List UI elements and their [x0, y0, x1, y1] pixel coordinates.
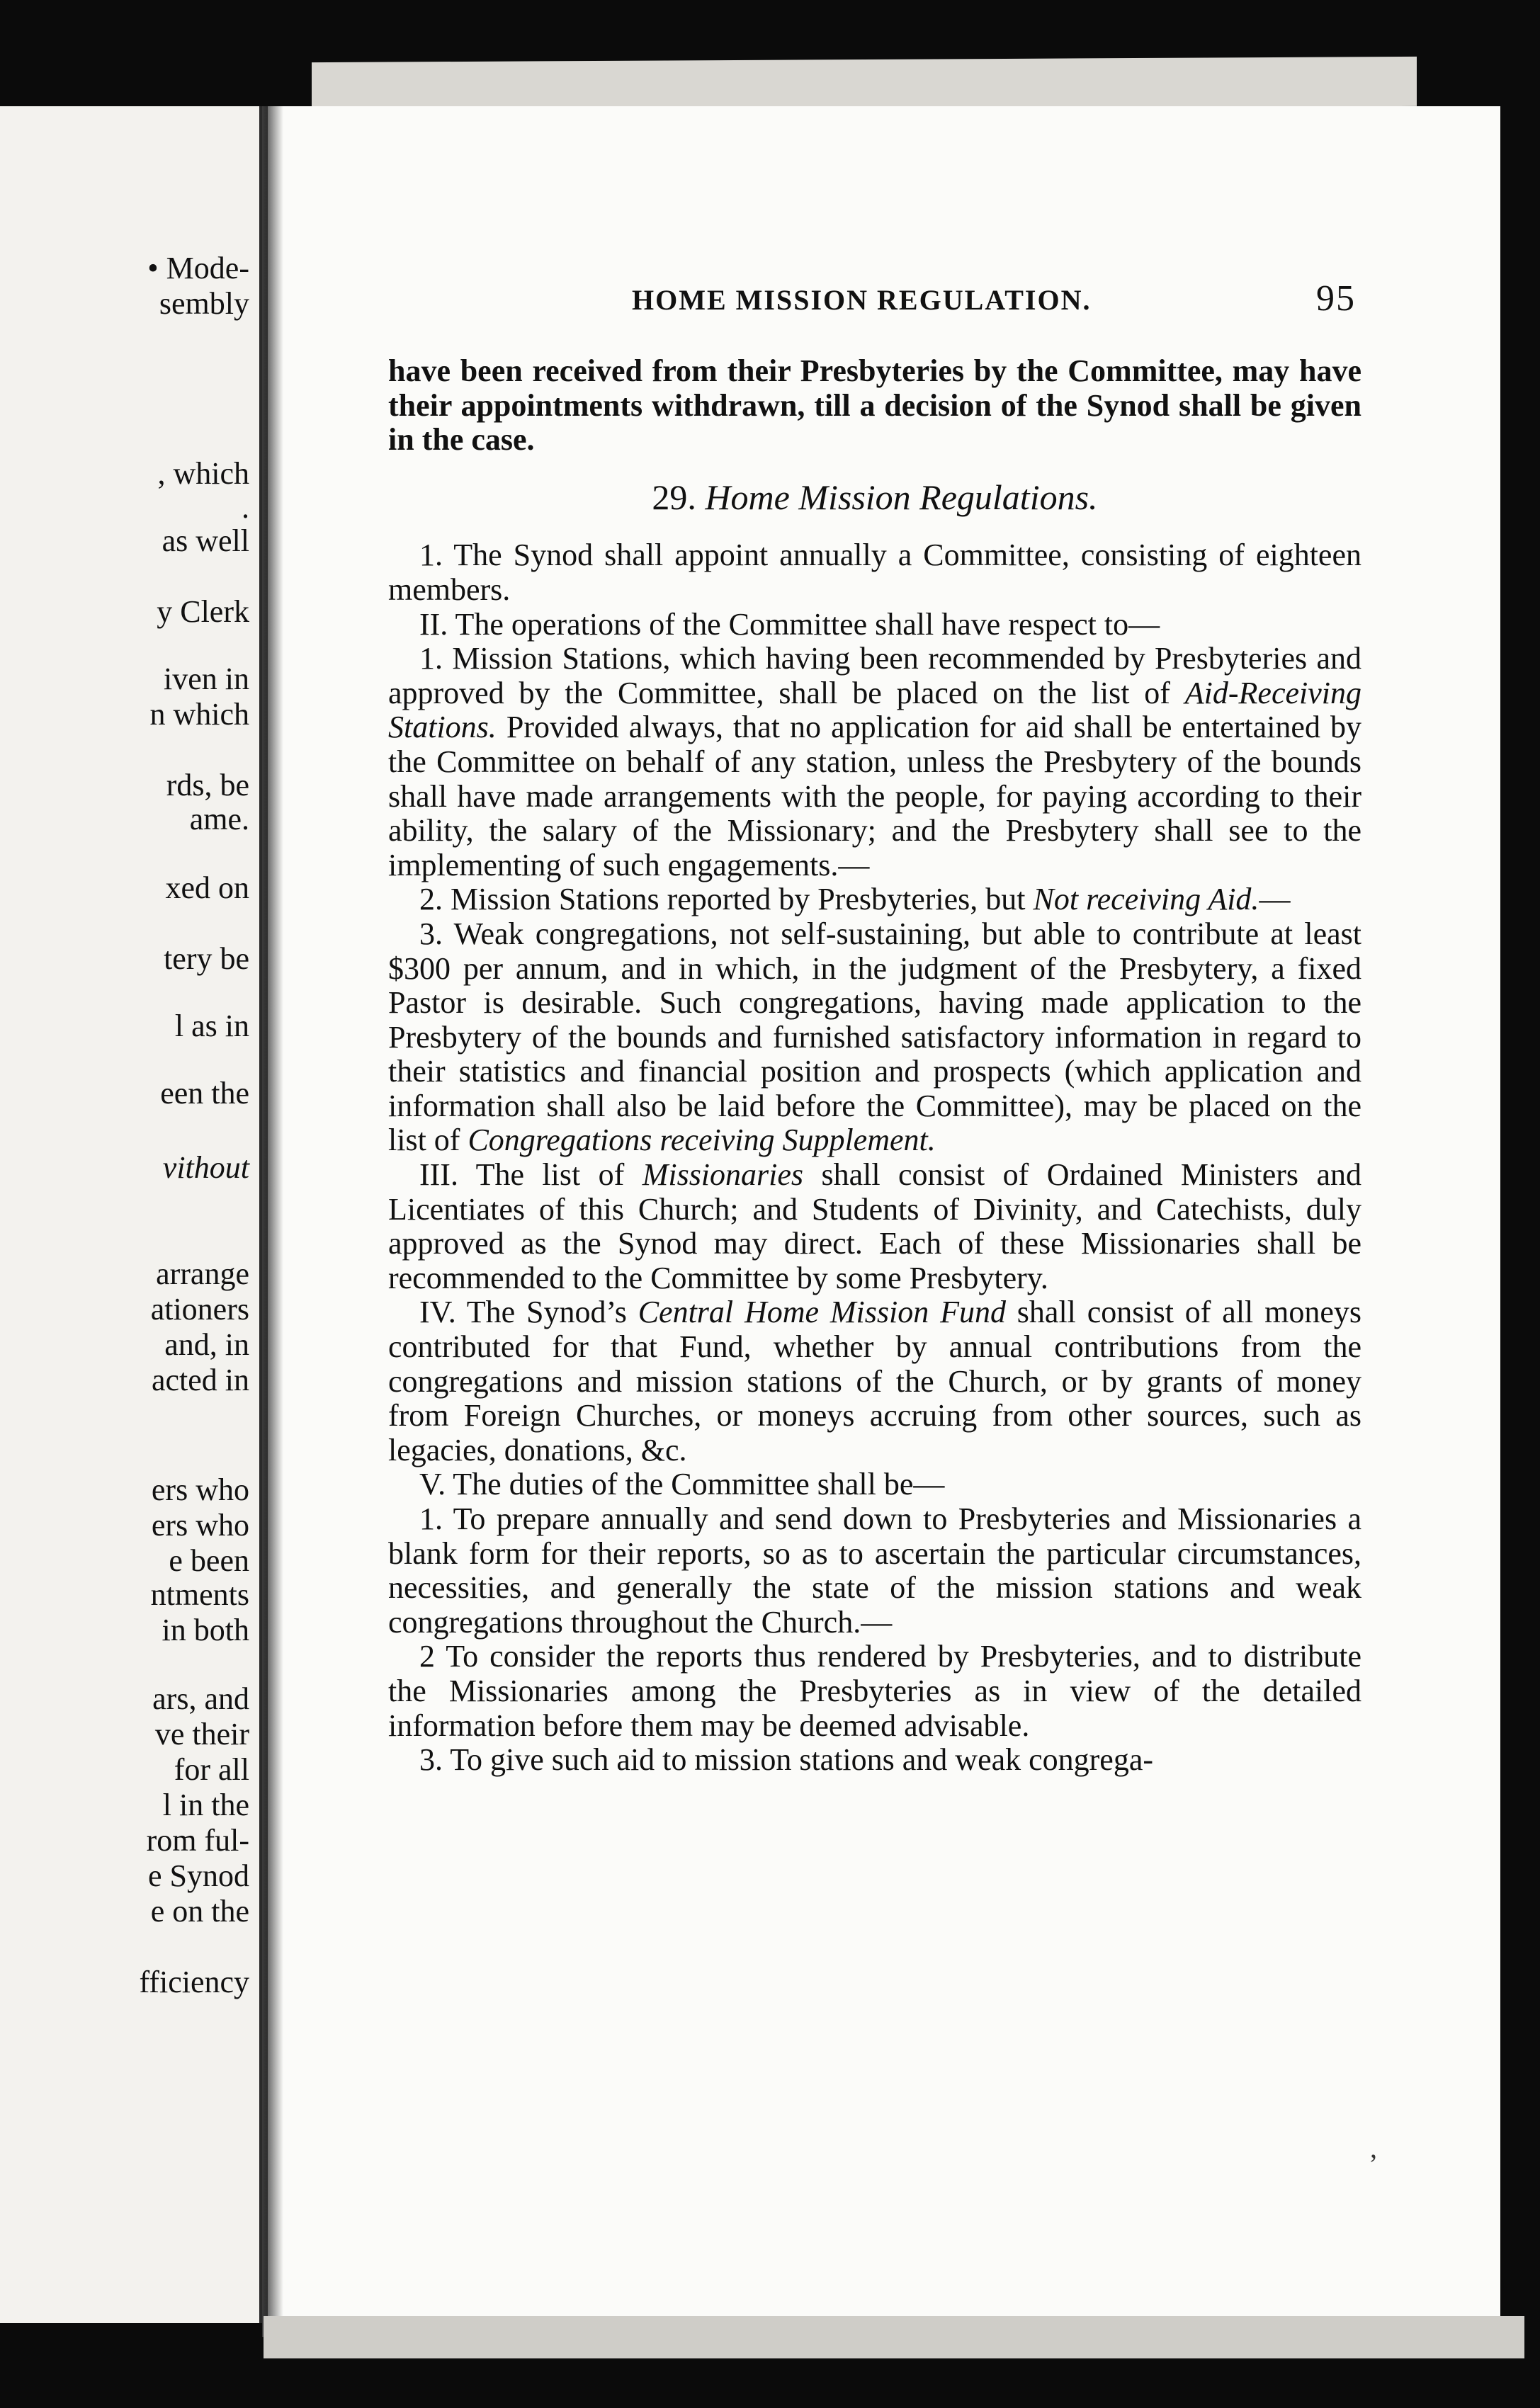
previous-page-text-fragment: iven in	[164, 661, 249, 696]
previous-page-text-fragment: ntments	[150, 1577, 249, 1612]
section-number: 29.	[652, 477, 696, 517]
previous-page-text-fragment: ers who	[151, 1472, 249, 1507]
section-title: Home Mission Regulations.	[705, 477, 1098, 517]
previous-page-text-fragment: ame.	[189, 802, 249, 836]
paragraph-text: III. The list of	[419, 1157, 642, 1193]
previous-page-text-fragment: , which	[157, 456, 249, 491]
page-bottom-edge	[264, 2316, 1524, 2358]
previous-page-text-fragment: • Mode-	[147, 251, 249, 285]
previous-page-text-fragment: sembly	[159, 286, 249, 321]
paragraph-text: —	[1259, 882, 1291, 917]
previous-page-text-fragment: rom ful-	[146, 1823, 249, 1858]
previous-page-text-fragment: ve their	[154, 1717, 249, 1751]
regulation-paragraph: 2 To consider the reports thus rendered by Presbyteries, and to distribute the Missionaries among the Presbyteries as in view of the detailed information before them may be deemed advisable.	[388, 1639, 1361, 1743]
previous-page-text-fragment: e been	[169, 1543, 249, 1578]
previous-page-text-fragment: fficiency	[139, 1965, 249, 1999]
regulation-paragraph	[388, 1295, 1361, 1467]
previous-page-text-fragment: xed on	[165, 870, 249, 905]
running-title: HOME MISSION REGULATION.	[632, 284, 1092, 316]
paragraph-text: shall consist of Ordained Ministers and Licentiates of this Church; and Students of Divinity, and Catechists, duly approved as the Synod may direct. Each of these Missionaries shall be recommended to the Committee by some Presbytery.	[388, 1157, 1361, 1295]
previous-page-text-fragment: vithout	[162, 1150, 249, 1185]
previous-page-text-fragment: .	[242, 490, 249, 525]
regulation-paragraph: 1. The Synod shall appoint annually a Committee, consisting of eighteen members.	[388, 538, 1361, 607]
previous-page-text-fragment: arrange	[156, 1256, 249, 1291]
previous-page-text-fragment: for all	[174, 1752, 249, 1787]
paragraph-text: IV. The Synod’s	[419, 1295, 638, 1330]
previous-page-text-fragment: acted in	[151, 1363, 249, 1397]
paragraph-text: shall consist of all moneys contributed for that Fund, whether by annual contributions from the congregations and mission stations of the Church, or by grants of money from Foreign Churches, or moneys accruing from other sources, such as legacies, donations, &c.	[388, 1295, 1361, 1467]
previous-page-text-fragment: ers who	[151, 1508, 249, 1543]
regulation-paragraph	[388, 1158, 1361, 1295]
previous-page-text-fragment: ars, and	[152, 1681, 249, 1716]
regulation-paragraph: 3. To give such aid to mission stations and weak congrega-	[419, 1742, 1154, 1778]
previous-page-text-fragment: and, in	[164, 1327, 249, 1362]
section-heading	[388, 477, 1361, 517]
regulation-paragraph	[388, 882, 1361, 917]
previous-page-text-fragment: e on the	[150, 1894, 249, 1929]
previous-page-text-fragment: n which	[149, 697, 249, 732]
previous-page-text-fragment: e Synod	[148, 1858, 249, 1893]
previous-page-text-fragment: l in the	[162, 1788, 249, 1822]
regulation-paragraph: V. The duties of the Committee shall be—	[419, 1467, 945, 1502]
italic-term: Aid-Receiving Stations.	[388, 675, 1361, 745]
previous-page-text-fragment: rds, be	[166, 768, 249, 802]
regulation-paragraph	[388, 917, 1361, 1158]
italic-term: Central Home Mission Fund	[638, 1295, 1006, 1330]
gutter-shadow	[262, 106, 283, 2337]
page-top-edge	[312, 57, 1417, 112]
intro-paragraph: have been received from their Presbyteries by the Committee, may have their appointments withdrawn, till a decision of the Synod shall be given in the case.	[388, 353, 1361, 458]
paragraph-text: Provided always, that no application for aid shall be entertained by the Committee on behalf of any station, unless the Presbytery of the bounds shall have made arrangements with the people, for paying according to their ability, the salary of the Missionary; and the Presbytery shall see to the implementing of such engagements.—	[388, 710, 1361, 882]
previous-page-text-fragment: in both	[162, 1613, 249, 1647]
previous-page-text-fragment: as well	[162, 523, 249, 558]
ink-mark: ’	[1369, 2148, 1378, 2180]
regulation-paragraph	[388, 642, 1361, 882]
previous-page-text-fragment: een the	[160, 1076, 249, 1111]
paragraph-text: 1. Mission Stations, which having been recommended by Presbyteries and approved by the Committee, shall be placed on the list of	[388, 641, 1361, 710]
previous-page-text-fragment: ationers	[150, 1292, 249, 1327]
page-body	[388, 354, 1361, 1778]
previous-page-edge	[0, 106, 264, 2323]
running-header	[632, 278, 1369, 320]
regulation-paragraph: II. The operations of the Committee shall have respect to—	[419, 606, 1160, 642]
previous-page-text-fragment: y Clerk	[157, 594, 249, 629]
previous-page-text-fragment: tery be	[164, 941, 249, 976]
paragraph-text: 3. Weak congregations, not self-sustaining, but able to contribute at least $300 per annum, and in which, in the judgment of the Presbytery, a fixed Pastor is desirable. Such congregations, having made application to the Presbytery of the bounds and furnished satisfactory information in regard to their statistics and financial position and prospects (which application and information shall also be laid before the Committee), may be placed on the list of	[388, 916, 1361, 1158]
regulation-paragraph: 1. To prepare annually and send down to Presbyteries and Missionaries a blank form for their reports, so as to ascertain the particular circumstances, necessities, and generally the state of the mission stations and weak congregations throughout the Church.—	[388, 1501, 1361, 1640]
italic-term: Missionaries	[642, 1157, 804, 1193]
previous-page-text-fragment: l as in	[174, 1009, 249, 1043]
page-number: 95	[1316, 278, 1356, 319]
italic-term: Not receiving Aid.	[1033, 882, 1259, 917]
paragraph-text: 2. Mission Stations reported by Presbyteries, but	[419, 882, 1034, 917]
italic-term: Congregations receiving Supplement.	[468, 1123, 936, 1158]
